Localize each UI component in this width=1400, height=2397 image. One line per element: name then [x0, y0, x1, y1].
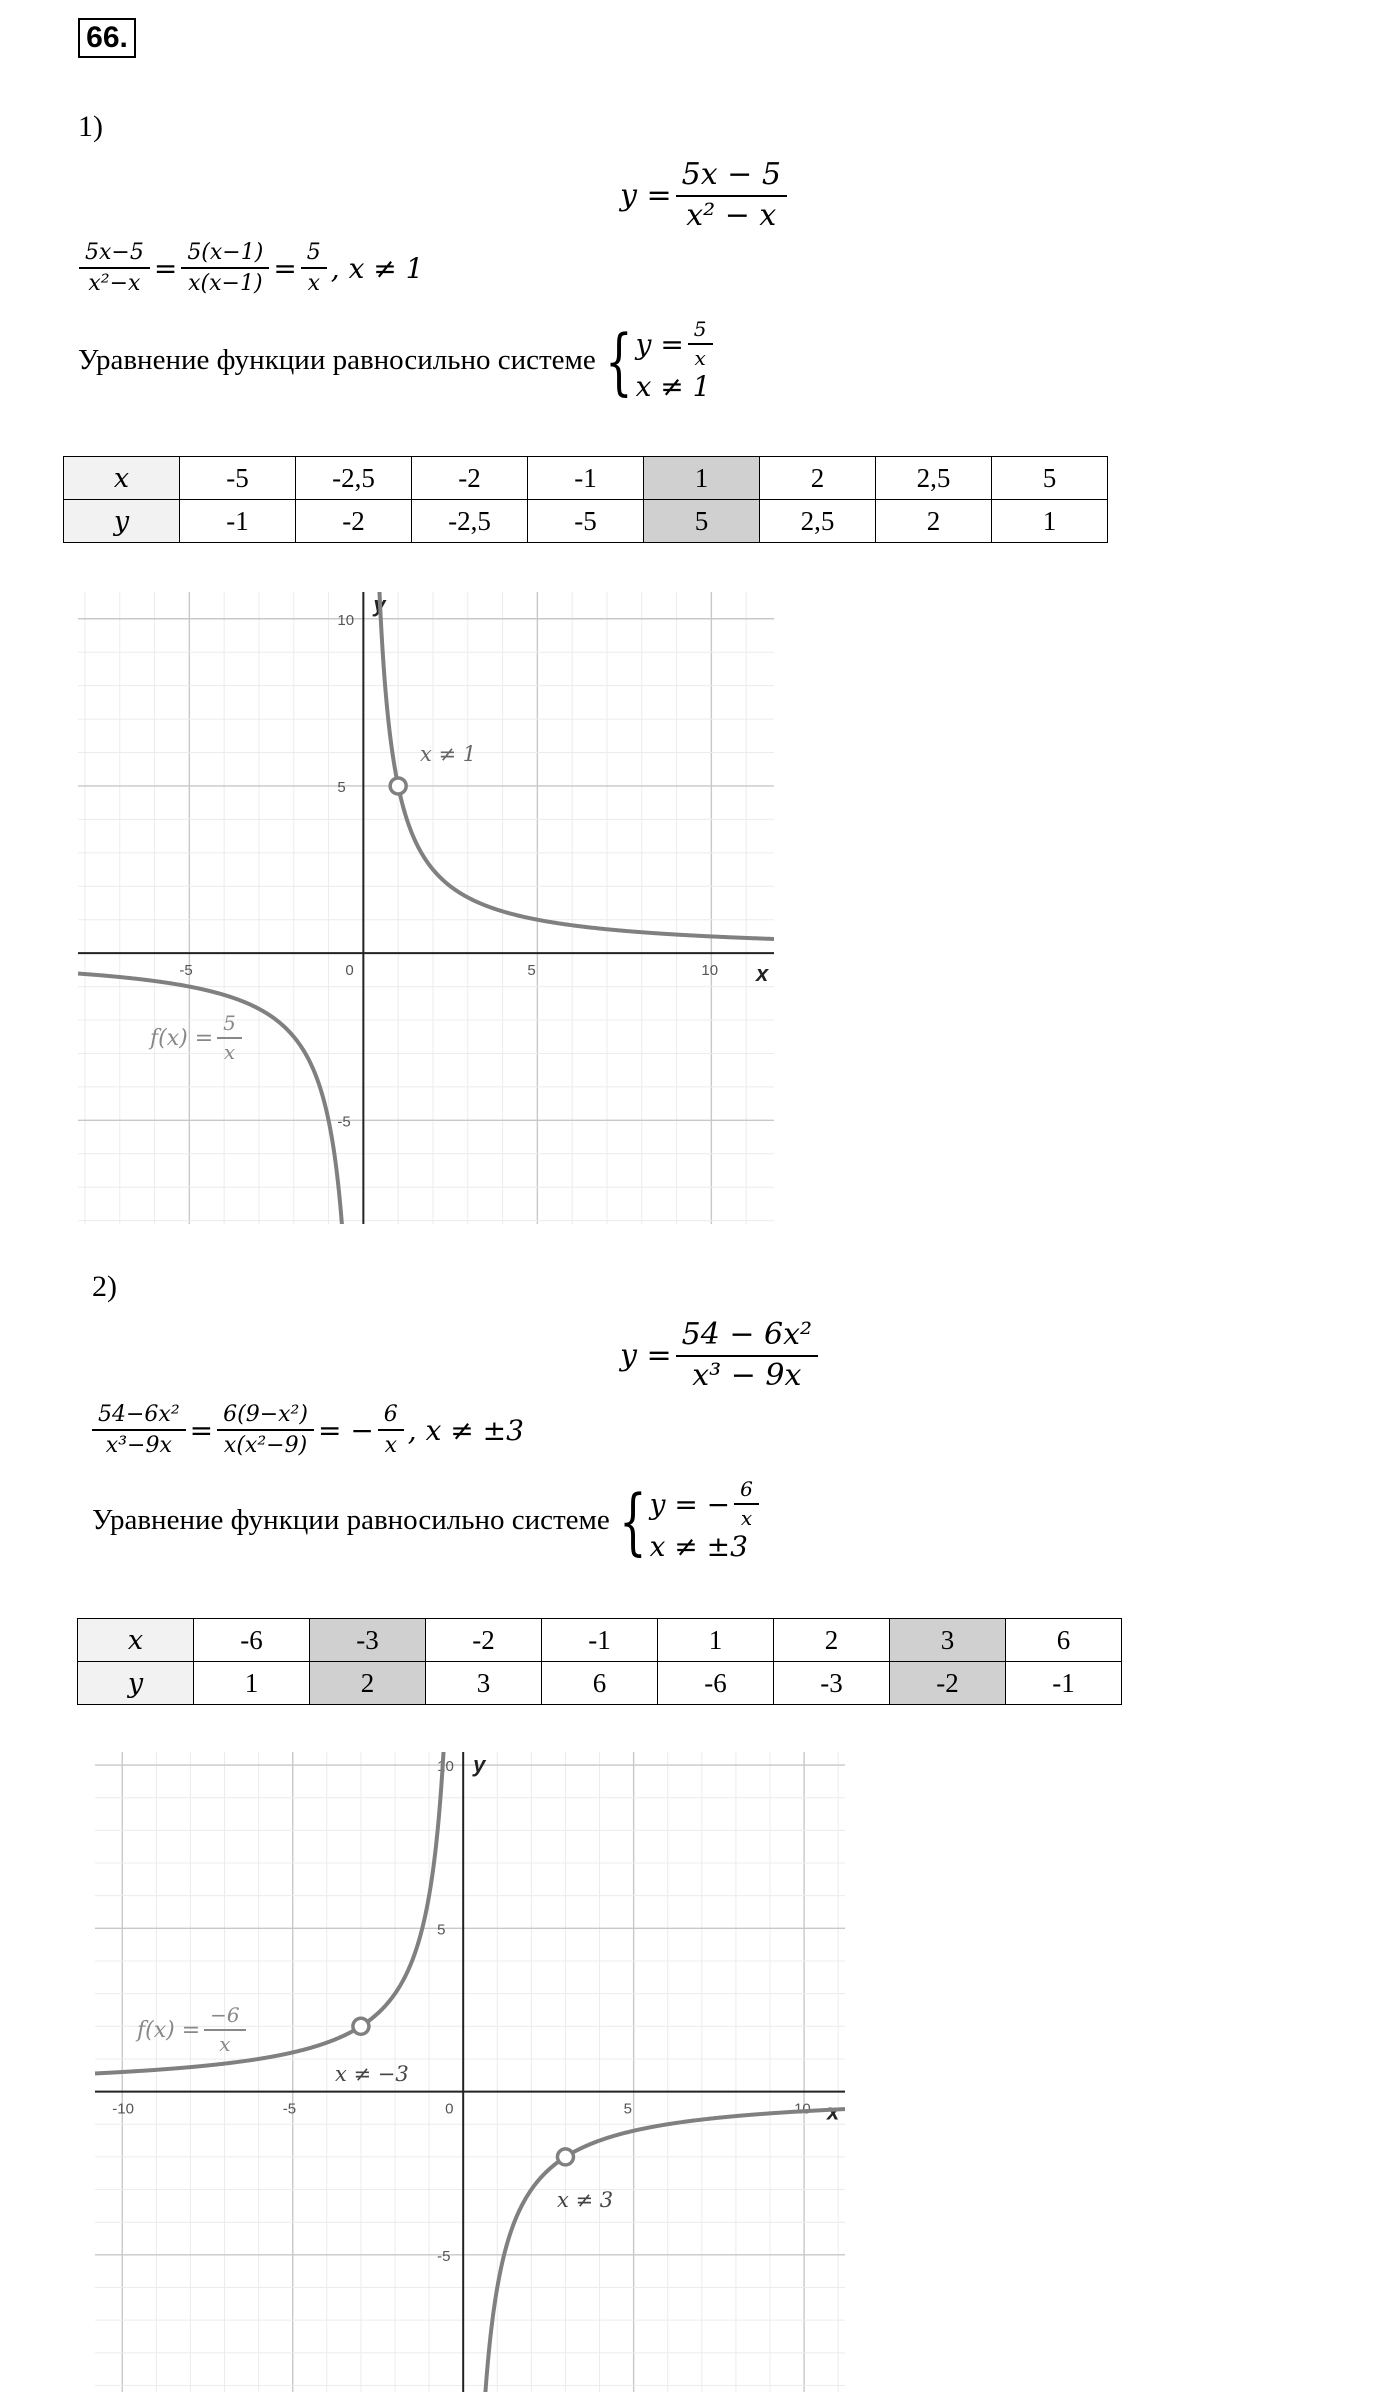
- table-cell: -6: [194, 1619, 310, 1662]
- y-tick-label: -5: [337, 1113, 351, 1131]
- part2-simp-f2-den: x(x²−9): [223, 1433, 308, 1459]
- part1-simp-f2-num: 5(x−1): [181, 240, 269, 269]
- part1-function-lhs: y =: [620, 178, 672, 213]
- table-cell: -6: [658, 1662, 774, 1705]
- part2-function-den: x³ − 9x: [692, 1357, 802, 1393]
- graph-1-function-label: [150, 1012, 246, 1064]
- part1-label: 1): [78, 110, 103, 143]
- x-axis-label: x: [756, 961, 769, 987]
- graph-2-svg: [95, 1752, 845, 2392]
- equals-sign: =: [273, 251, 297, 285]
- part2-label: 2): [92, 1270, 117, 1303]
- y-tick-label: -5: [437, 2247, 451, 2265]
- graph-2: [95, 1752, 845, 2392]
- part2-sys-line2: x ≠ ±3: [649, 1530, 748, 1563]
- graph-1: [78, 592, 774, 1224]
- table-cell: 1: [658, 1619, 774, 1662]
- table-cell: 6: [542, 1662, 658, 1705]
- table-header-y: y: [78, 1662, 194, 1705]
- x-tick-label: -5: [179, 962, 193, 980]
- y-tick-label: 10: [437, 1758, 454, 1776]
- x-tick-label: 5: [623, 2100, 632, 2118]
- table-cell: -3: [774, 1662, 890, 1705]
- part1-sys-line1-lhs: y =: [635, 327, 684, 361]
- part1-sys-num: 5: [688, 318, 713, 345]
- x-tick-label: 10: [794, 2100, 811, 2118]
- part1-simp-f2-den: x(x−1): [188, 271, 263, 297]
- table-cell: 2: [760, 457, 876, 500]
- table-cell: 2: [876, 500, 992, 543]
- part2-sys-den: x: [740, 1506, 753, 1530]
- table-cell: -2: [412, 457, 528, 500]
- y-axis-label: y: [473, 1752, 486, 1777]
- table-cell: 2: [774, 1619, 890, 1662]
- part2-simp-f3-num: 6: [378, 1402, 404, 1431]
- table-cell: -2,5: [296, 457, 412, 500]
- y-tick-label: 5: [337, 778, 346, 796]
- part2-value-table: [77, 1618, 1122, 1705]
- table-header-x: x: [78, 1619, 194, 1662]
- part2-simp-f3-den: x: [384, 1433, 397, 1459]
- part1-function-fraction: [676, 158, 787, 233]
- equals-sign: =: [153, 251, 178, 285]
- table-cell: -2,5: [412, 500, 528, 543]
- table-cell: 3: [426, 1662, 542, 1705]
- graph-2-label-den: x: [219, 2032, 231, 2056]
- y-tick-label: 10: [337, 611, 355, 629]
- table-cell: -1: [528, 457, 644, 500]
- part2-system: [92, 1478, 763, 1563]
- graph-1-label-num: 5: [217, 1012, 242, 1039]
- table-cell-highlighted: 5: [644, 500, 760, 543]
- table-cell: 1: [992, 500, 1108, 543]
- table-cell: 5: [992, 457, 1108, 500]
- table-cell: -1: [542, 1619, 658, 1662]
- table-cell: -2: [296, 500, 412, 543]
- part1-system: [78, 318, 717, 403]
- table-row: [78, 1662, 1122, 1705]
- part1-function: [620, 158, 791, 233]
- part1-simp-f3-num: 5: [301, 240, 327, 269]
- table-cell-highlighted: -3: [310, 1619, 426, 1662]
- table-cell-highlighted: 3: [890, 1619, 1006, 1662]
- table-cell: -1: [1006, 1662, 1122, 1705]
- table-cell-highlighted: -2: [890, 1662, 1006, 1705]
- part2-sys-num: 6: [734, 1478, 759, 1505]
- x-tick-label: -10: [112, 2100, 134, 2118]
- part2-simp-f1-num: 54−6x²: [92, 1402, 186, 1431]
- table-row: [64, 500, 1108, 543]
- part1-simp-f3-den: x: [307, 271, 320, 297]
- table-header-x: x: [64, 457, 180, 500]
- table-cell-highlighted: 2: [310, 1662, 426, 1705]
- graph-1-svg: [78, 592, 774, 1224]
- y-tick-label: 5: [437, 1921, 446, 1939]
- brace-icon: {: [604, 318, 633, 403]
- table-cell: -2: [426, 1619, 542, 1662]
- brace-icon: {: [618, 1478, 647, 1563]
- part1-simp-tail: , x ≠ 1: [330, 251, 424, 285]
- x-tick-label: 5: [527, 962, 536, 980]
- part2-simplification: [88, 1402, 524, 1459]
- part2-function-lhs: y =: [620, 1338, 672, 1373]
- table-cell: -1: [180, 500, 296, 543]
- part2-system-text: Уравнение функции равносильно системе: [92, 1504, 610, 1536]
- function-curve: [465, 2109, 845, 2392]
- table-cell: -5: [528, 500, 644, 543]
- table-cell: 6: [1006, 1619, 1122, 1662]
- part1-value-table: [63, 456, 1108, 543]
- x-tick-label: 0: [445, 2100, 454, 2118]
- part2-sys-line1-lhs: y = −: [649, 1487, 731, 1521]
- open-point: [390, 778, 406, 794]
- table-header-y: y: [64, 500, 180, 543]
- part2-function-num: 54 − 6x²: [676, 1318, 818, 1357]
- table-cell: 2,5: [876, 457, 992, 500]
- part2-simp-f1-den: x³−9x: [105, 1433, 172, 1459]
- graph-2-label-f: f(x) =: [137, 2017, 201, 2043]
- part1-system-text: Уравнение функции равносильно системе: [78, 344, 596, 376]
- graph-2-note-left: x ≠ −3: [335, 2062, 409, 2086]
- part2-simp-tail: , x ≠ ±3: [407, 1413, 524, 1447]
- part1-sys-line2: x ≠ 1: [635, 370, 711, 403]
- part2-simp-f2-num: 6(9−x²): [217, 1402, 314, 1431]
- graph-1-label-f: f(x) =: [150, 1025, 214, 1051]
- open-point: [353, 2018, 369, 2034]
- graph-1-note: x ≠ 1: [420, 742, 477, 766]
- part1-sys-den: x: [694, 346, 706, 370]
- x-axis-label: x: [827, 2099, 840, 2125]
- problem-number: 66.: [78, 18, 136, 58]
- open-point: [557, 2149, 573, 2165]
- table-row: [64, 457, 1108, 500]
- graph-2-note-right: x ≠ 3: [557, 2188, 614, 2212]
- part2-function-fraction: [676, 1318, 818, 1393]
- table-cell: 1: [194, 1662, 310, 1705]
- equals-sign: =: [189, 1413, 214, 1447]
- x-tick-label: 0: [345, 962, 354, 980]
- graph-1-label-den: x: [223, 1040, 236, 1064]
- part2-simp-minus: = −: [317, 1413, 374, 1447]
- table-cell: -5: [180, 457, 296, 500]
- graph-2-function-label: [137, 2004, 250, 2056]
- part2-function: [620, 1318, 822, 1393]
- x-tick-label: -5: [282, 2100, 297, 2118]
- part1-function-den: x² − x: [686, 197, 777, 233]
- table-cell-highlighted: 1: [644, 457, 760, 500]
- table-row: [78, 1619, 1122, 1662]
- y-axis-label: y: [373, 592, 386, 617]
- graph-2-label-num: −6: [204, 2004, 245, 2031]
- x-tick-label: 10: [701, 962, 719, 980]
- part1-simp-f1-den: x²−x: [88, 271, 141, 297]
- part1-simp-f1-num: 5x−5: [79, 240, 150, 269]
- part1-function-num: 5x − 5: [676, 158, 787, 197]
- part1-simplification: [75, 240, 423, 297]
- table-cell: 2,5: [760, 500, 876, 543]
